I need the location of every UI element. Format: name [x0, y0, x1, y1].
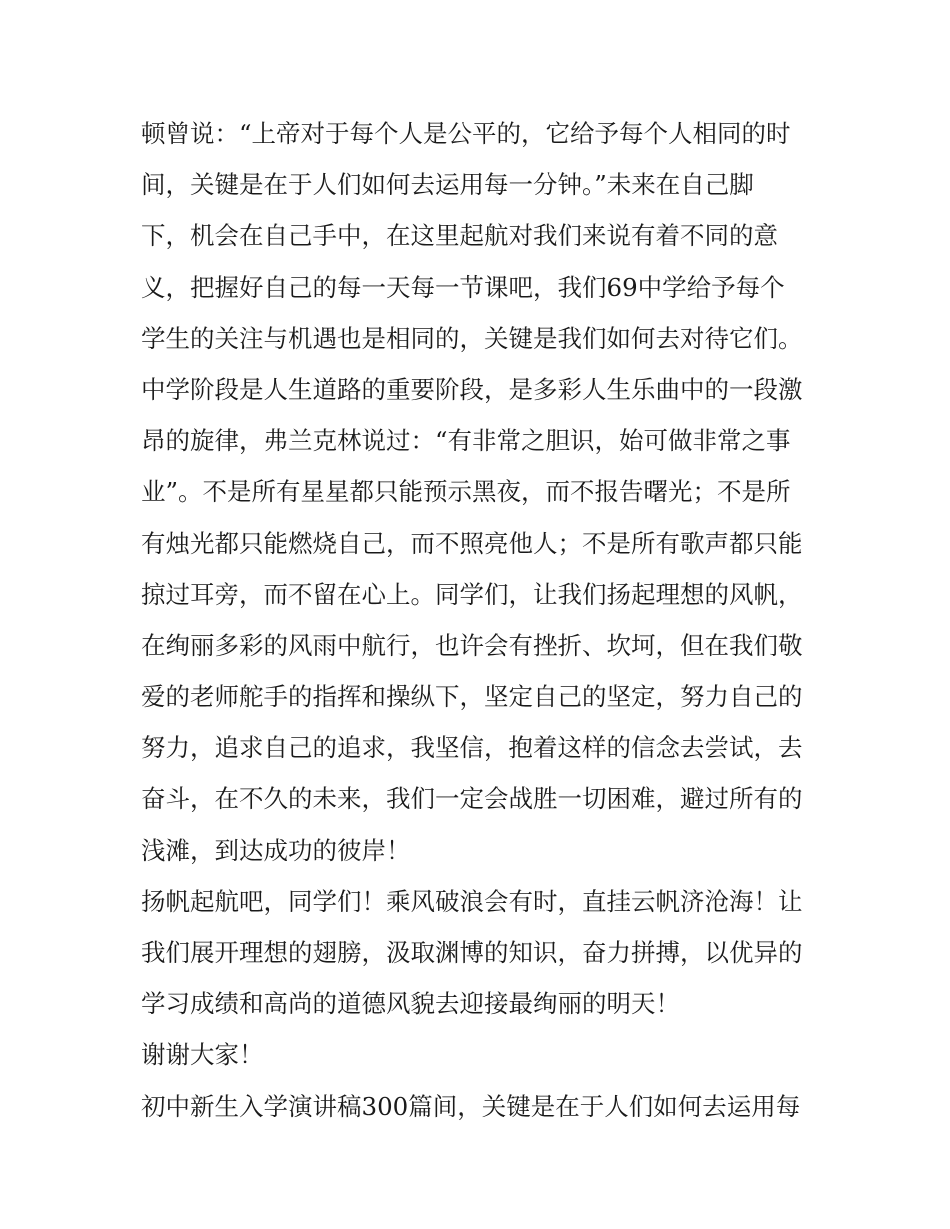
text-line: 下，机会在自己手中，在这里起航对我们来说有着不同的意 [141, 221, 778, 251]
text-line: 学生的关注与机遇也是相同的，关键是我们如何去对待它们。 [141, 323, 803, 353]
text-line: 间，关键是在于人们如何去运用每一分钟。”未来在自己脚 [141, 170, 754, 200]
text-line: 初中新生入学演讲稿300篇间，关键是在于人们如何去运用每 [141, 1091, 801, 1121]
text-line: 义，把握好自己的每一天每一节课吧，我们69中学给予每个 [141, 272, 785, 302]
text-line: 谢谢大家！ [141, 1040, 264, 1070]
text-line: 昂的旋律，弗兰克林说过：“有非常之胆识，始可做非常之事 [141, 426, 791, 456]
text-line: 掠过耳旁，而不留在心上。同学们，让我们扬起理想的风帆， [141, 579, 803, 609]
text-line: 顿曾说：“上帝对于每个人是公平的，它给予每个人相同的时 [141, 119, 791, 148]
text-line: 有烛光都只能燃烧自己，而不照亮他人；不是所有歌声都只能 [141, 528, 803, 558]
body-text [141, 108, 821, 1132]
text-line: 我们展开理想的翅膀，汲取渊博的知识，奋力拼搏，以优异的 [141, 938, 803, 967]
text-line: 浅滩，到达成功的彼岸！ [141, 835, 411, 865]
text-line: 爱的老师舵手的指挥和操纵下，坚定自己的坚定，努力自己的 [141, 682, 803, 712]
text-line: 在绚丽多彩的风雨中航行，也许会有挫折、坎坷，但在我们敬 [141, 630, 803, 660]
text-line: 业”。不是所有星星都只能预示黑夜，而不报告曙光；不是所 [141, 477, 791, 507]
text-line: 扬帆起航吧，同学们！乘风破浪会有时，直挂云帆济沧海！让 [141, 886, 803, 916]
text-line: 学习成绩和高尚的道德风貌去迎接最绚丽的明天！ [141, 989, 680, 1019]
text-line: 奋斗，在不久的未来，我们一定会战胜一切困难，避过所有的 [141, 784, 803, 814]
text-line: 中学阶段是人生道路的重要阶段，是多彩人生乐曲中的一段激 [141, 374, 803, 404]
text-line: 努力，追求自己的追求，我坚信，抱着这样的信念去尝试，去 [141, 733, 803, 763]
